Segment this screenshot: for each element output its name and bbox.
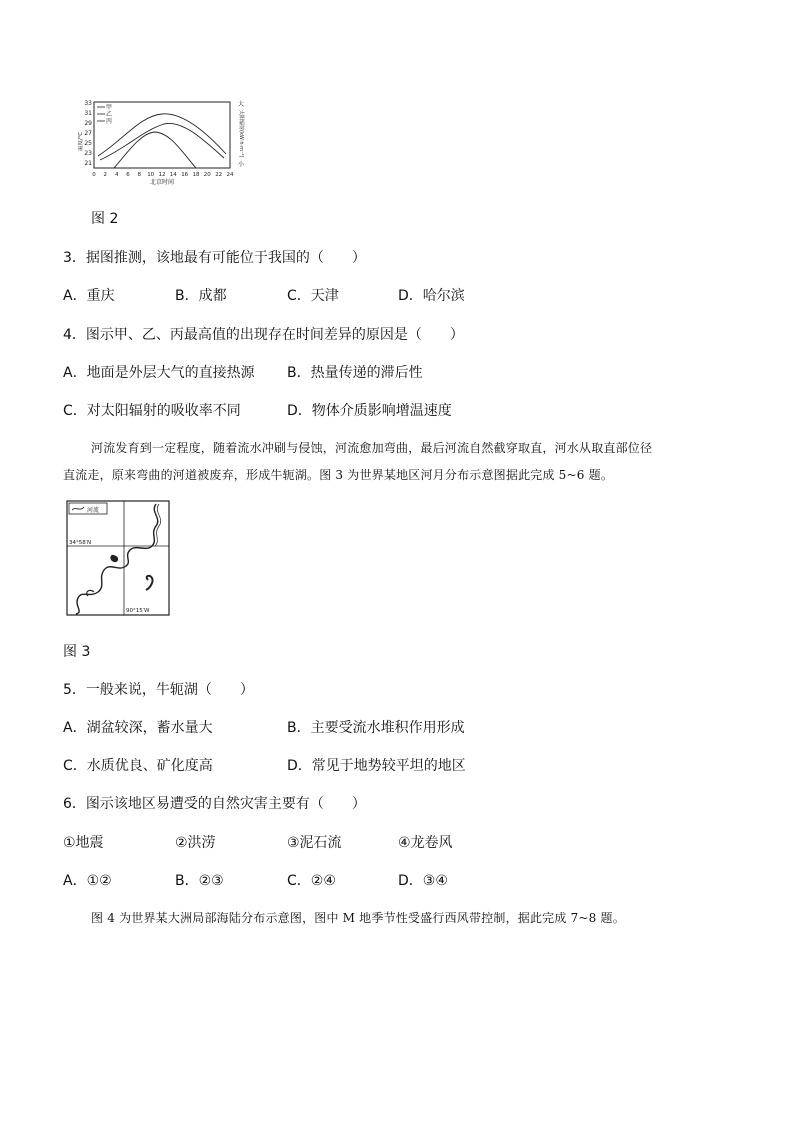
- figure-3: [66, 500, 170, 616]
- question-4-stem: 4．图示甲、乙、丙最高值的出现存在时间差异的原因是（ ）: [63, 327, 464, 343]
- y-tick: 31: [84, 110, 92, 117]
- y-tick: 29: [84, 120, 92, 127]
- q6-item-2: ②洪涝: [175, 835, 216, 851]
- q6-option-c: C．②④: [287, 873, 336, 889]
- q5-option-d: D．常见于地势较平坦的地区: [287, 758, 466, 774]
- legend-river-label: 河流: [87, 507, 100, 514]
- q5-option-a: A．湖盆较深，蓄水量大: [63, 720, 213, 736]
- x-tick: 2: [103, 172, 108, 178]
- q6-option-a: A．①②: [63, 873, 112, 889]
- q4-option-b: B．热量传递的滞后性: [287, 365, 423, 381]
- q4-option-d: D．物体介质影响增温速度: [287, 403, 452, 419]
- x-tick: 0: [92, 172, 96, 178]
- question-6-stem: 6．图示该地区易遭受的自然灾害主要有（ ）: [63, 796, 366, 812]
- longitude-label: 90°15′W: [126, 608, 150, 614]
- q5-option-c: C．水质优良、矿化度高: [63, 758, 213, 774]
- right-axis-bottom: 小: [238, 161, 245, 168]
- x-tick: 10: [147, 172, 155, 178]
- oxbow-lake: [146, 576, 153, 590]
- x-tick: 24: [226, 172, 234, 178]
- q3-option-b: B．成都: [175, 288, 227, 304]
- y-tick: 21: [84, 160, 92, 167]
- passage-1-line-2: 直流走，原来弯曲的河道被废弃，形成牛轭湖。图 3 为世界某地区河月分布示意图据此完成 5~6 题。: [63, 468, 614, 482]
- x-tick: 22: [215, 172, 223, 178]
- curve-jia: [98, 114, 226, 156]
- figure-3-map: [66, 500, 170, 616]
- q6-option-b: B．②③: [175, 873, 224, 889]
- question-5-stem: 5．一般来说，牛轭湖（ ）: [63, 682, 254, 698]
- q6-item-1: ①地震: [63, 835, 104, 851]
- x-tick: 18: [192, 172, 200, 178]
- q6-item-4: ④龙卷风: [398, 835, 453, 851]
- q5-option-b: B．主要受流水堆积作用形成: [287, 720, 465, 736]
- figure-2-caption: 图 2: [91, 211, 119, 227]
- y-tick: 25: [84, 140, 92, 147]
- y-tick: 33: [84, 100, 92, 107]
- legend-bing: 丙: [106, 118, 113, 125]
- oxbow-lake: [110, 555, 118, 562]
- x-tick: 6: [126, 172, 130, 178]
- q4-option-c: C．对太阳辐射的吸收率不同: [63, 403, 241, 419]
- question-3-stem: 3．据图推测，该地最有可能位于我国的（ ）: [63, 250, 366, 266]
- q3-option-d: D．哈尔滨: [398, 288, 465, 304]
- curve-bing: [114, 132, 196, 168]
- y-tick: 27: [84, 130, 92, 137]
- x-tick: 8: [137, 172, 142, 178]
- x-tick: 16: [181, 172, 189, 178]
- y-axis-label-left: 温度/℃: [78, 131, 84, 151]
- figure-2: [78, 96, 248, 188]
- right-axis-top: 大: [238, 101, 245, 108]
- x-tick: 4: [114, 172, 119, 178]
- curve-yi: [100, 123, 224, 160]
- figure-3-caption: 图 3: [63, 644, 91, 660]
- figure-2-chart: [78, 96, 248, 188]
- passage-1-line-1: 河流发育到一定程度，随着流水冲刷与侵蚀，河流愈加弯曲，最后河流自然截穿取直，河水从取直部位径: [91, 441, 653, 455]
- legend-yi: 乙: [106, 111, 113, 118]
- x-tick: 20: [203, 172, 211, 178]
- q3-option-a: A．重庆: [63, 288, 115, 304]
- x-tick: 14: [169, 172, 177, 178]
- q3-option-c: C．天津: [287, 288, 339, 304]
- q4-option-a: A．地面是外层大气的直接热源: [63, 365, 255, 381]
- latitude-label: 34°58′N: [69, 540, 92, 546]
- y-tick: 23: [84, 150, 92, 157]
- x-tick: 12: [158, 172, 166, 178]
- x-axis-label: 北京时间: [149, 179, 175, 186]
- q6-option-d: D．③④: [398, 873, 448, 889]
- oxbow-lake: [87, 590, 94, 596]
- q6-item-3: ③泥石流: [287, 835, 342, 851]
- legend-jia: 甲: [106, 104, 113, 111]
- y-axis-label-right: 太阳辐射(kW·h·m⁻²): [238, 110, 244, 158]
- passage-2-line-1: 图 4 为世界某大洲局部海陆分布示意图，图中 M 地季节性受盛行西风带控制，据此完成 7~8 题。: [91, 911, 625, 925]
